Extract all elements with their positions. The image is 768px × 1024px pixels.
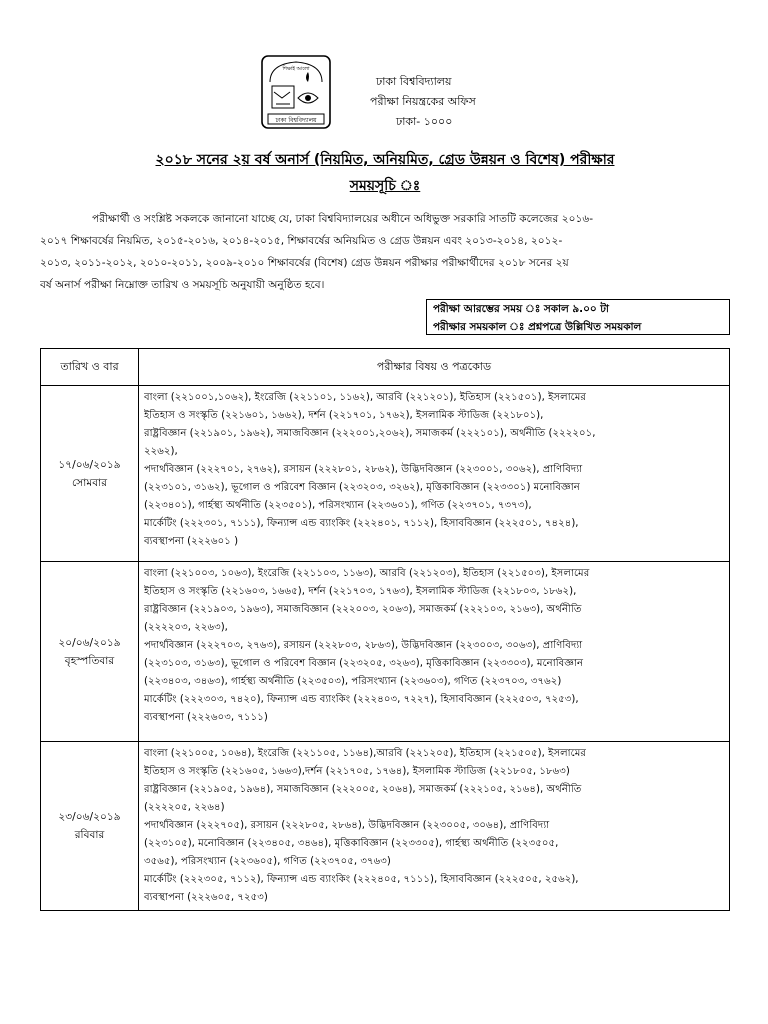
subject-line: (২২৩৪০১), গার্হস্থ্য অর্থনীতি (২২৩৫০১), পরিসংখ্যান (২২৩৬০১), গণিত (২২৩৭০১, ৭৩৭৩), [144, 500, 532, 511]
subject-line: বাংলা (২২১০০৫, ১০৬৪), ইংরেজি (২২১১০৫, ১১৬৪),আরবি (২২১২০৫), ইতিহাস (২২১৫০৫), ইসলামের [144, 748, 586, 759]
svg-text:শিক্ষাই আলো: শিক্ষাই আলো [282, 66, 310, 72]
subjects-cell [139, 386, 730, 562]
subject-line: ইতিহাস ও সংস্কৃতি (২২১৬০৩, ১৬৬৫), দর্শন (২২১৭০৩, ১৭৬৩), ইসলামিক স্টাডিজ (২২১৮০৩, ১৮৬২), [144, 586, 577, 597]
subject-line: ইতিহাস ও সংস্কৃতি (২২১৬০১, ১৬৬২), দর্শন (২২১৭০১, ১৭৬২), ইসলামিক স্টাডিজ (২২১৮০১), [144, 410, 544, 421]
notice-line: ২০১৩, ২০১১-২০১২, ২০১০-২০১১, ২০০৯-২০১০ শিক্ষাবর্ষের (বিশেষ) গ্রেড উন্নয়ন পরীক্ষার পরীক্ষার্থীদের ২০১৮ সনের ২য় [40, 257, 569, 269]
exam-duration: পরীক্ষার সময়কাল ঃ প্রশ্নপত্রে উল্লিখিত সময়কাল [433, 321, 642, 333]
exam-date: ২৩/০৬/২০১৯ [58, 811, 121, 823]
subject-line: রাষ্ট্রবিজ্ঞান (২২১৯০৫, ১৯৬৪), সমাজবিজ্ঞান (২২২০০৫, ২০৬৪), সমাজকর্ম (২২২১০৫, ২১৬৪), অর্থনীতি [144, 784, 582, 795]
subject-line: পদার্থবিজ্ঞান (২২২৭০১, ২৭৬২), রসায়ন (২২২৮০১, ২৮৬২), উদ্ভিদবিজ্ঞান (২২৩০০১, ৩০৬২), প্রাণিবিদ্যা [144, 464, 583, 475]
subject-line: ২২৬২), [144, 446, 178, 457]
office-city: ঢাকা- ১০০০ [396, 115, 453, 128]
office-name: পরীক্ষা নিয়ন্ত্রকের অফিস [370, 95, 476, 108]
university-name: ঢাকা বিশ্ববিদ্যালয় [376, 75, 452, 88]
exam-start-time: পরীক্ষা আরম্ভের সময় ঃ সকাল ৯.০০ টা [433, 303, 609, 315]
table-row [41, 742, 730, 911]
subject-line: ইতিহাস ও সংস্কৃতি (২২১৬০৫, ১৬৬৩),দর্শন (২২১৭০৫, ১৭৬৪), ইসলামিক স্টাডিজ (২২১৮০৫, ১৮৬৩) [144, 766, 570, 777]
date-cell [41, 386, 139, 562]
table-row [41, 386, 730, 562]
notice-line: ২০১৭ শিক্ষাবর্ষের নিয়মিত, ২০১৫-২০১৬, ২০১৪-২০১৫, শিক্ষাবর্ষের অনিয়মিত ও গ্রেড উন্নয়ন এবং ২০১৩-২০১৪, ২০১২- [40, 235, 563, 247]
exam-timing-box [426, 299, 730, 335]
logo-text: ঢাকা বিশ্ববিদ্যালয় [275, 117, 317, 124]
subject-line: (২২৩১০৩, ৩১৬৩), ভূগোল ও পরিবেশ বিজ্ঞান (২২৩২০৫, ৩২৬৩), মৃত্তিকাবিজ্ঞান (২২৩৩০৩), মনোবিজ্ঞান [144, 658, 584, 669]
date-cell [41, 562, 139, 742]
subject-line: ৩৫৬৫), পরিসংখ্যান (২২৩৬০৫), গণিত (২২৩৭০৫, ৩৭৬৩) [144, 856, 391, 867]
exam-day: বৃহস্পতিবার [64, 654, 115, 667]
notice-paragraph [40, 208, 730, 296]
table-row [41, 562, 730, 742]
schedule-table [40, 348, 730, 911]
subject-line: (২২৩১০৫), মনোবিজ্ঞান (২২৩৪০৫, ৩৪৬৪), মৃত্তিকাবিজ্ঞান (২২৩৩০৫), গার্হস্থ্য অর্থনীতি (২২৩৫০৫, [144, 838, 559, 849]
document-title: ২০১৮ সনের ২য় বর্ষ অনার্স (নিয়মিত, অনিয়মিত, গ্রেড উন্নয়ন ও বিশেষ) পরীক্ষার [155, 152, 615, 168]
subject-line: (২২৩১০১, ৩১৬২), ভূগোল ও পরিবেশ বিজ্ঞান (২২৩২০৩, ৩২৬২), মৃত্তিকাবিজ্ঞান (২২৩৩০১) মনোবিজ্ঞান [144, 482, 580, 493]
subject-line: পদার্থবিজ্ঞান (২২২৭০৩, ২৭৬৩), রসায়ন (২২২৮০৩, ২৮৬৩), উদ্ভিদবিজ্ঞান (২২৩০০৩, ৩০৬৩), প্রাণিবিদ্যা [144, 640, 583, 651]
table-header-row [41, 349, 730, 386]
exam-date: ১৭/০৬/২০১৯ [58, 458, 121, 471]
subject-line: রাষ্ট্রবিজ্ঞান (২২১৯০৩, ১৯৬৩), সমাজবিজ্ঞান (২২২০০৩, ২০৬৩), সমাজকর্ম (২২২১০৩, ২১৬৩), অর্থনীতি [144, 604, 582, 615]
notice-line: বর্ষ অনার্স পরীক্ষা নিম্নোক্ত তারিখ ও সময়সূচি অনুযায়ী অনুষ্ঠিত হবে। [40, 279, 325, 291]
exam-day: সোমবার [71, 476, 108, 489]
subject-line: (২২২২০৩, ২২৬৩), [144, 622, 228, 633]
header-date-day: তারিখ ও বার [41, 349, 139, 386]
subject-line: ব্যবস্থাপনা (২২২৬০৩, ৭১১১) [144, 712, 268, 723]
university-logo [254, 52, 338, 138]
subject-line: (২২৩৪০৩, ৩৪৬৩), গার্হস্থ্য অর্থনীতি (২২৩৫০৩), পরিসংখ্যান (২২৩৬০৩), গণিত (২২৩৭০৩, ৩৭৬২) [144, 676, 562, 687]
subject-line: ব্যবস্থাপনা (২২২৬০১ ) [144, 536, 239, 547]
subject-line: পদার্থবিজ্ঞান (২২২৭০৫), রসায়ন (২২২৮০৫, ২৮৬৪), উদ্ভিদবিজ্ঞান (২২৩০০৫, ৩০৬৪), প্রাণিবিদ্যা [144, 820, 550, 831]
subject-line: মার্কেটিং (২২২৩০১, ৭১১১), ফিন্যান্স এন্ড ব্যাংকিং (২২২৪০১, ৭১১২), হিসাববিজ্ঞান (২২২৫০১, ৭৪২৪), [144, 518, 579, 529]
document-subtitle: সময়সূচি ঃ [349, 178, 421, 194]
exam-day: রবিবার [74, 829, 105, 841]
subject-line: বাংলা (২২১০০৩, ১০৬৩), ইংরেজি (২২১১০৩, ১১৬৩), আরবি (২২১২০৩), ইতিহাস (২২১৫০৩), ইসলামের [144, 568, 590, 579]
subject-line: (২২২২০৫, ২২৬৪) [144, 802, 225, 813]
subject-line: রাষ্ট্রবিজ্ঞান (২২১৯০১, ১৯৬২), সমাজবিজ্ঞান (২২২০০১,২০৬২), সমাজকর্ম (২২২১০১), অর্থনীতি (২২২২০১, [144, 428, 596, 439]
office-header [370, 72, 476, 132]
subjects-cell [139, 562, 730, 742]
subject-line: ব্যবস্থাপনা (২২২৬০৫, ৭২৫৩) [144, 892, 268, 903]
notice-line: পরীক্ষার্থী ও সংশ্লিষ্ট সকলকে জানানো যাচ্ছে যে, ঢাকা বিশ্ববিদ্যালয়ের অধীনে অধিভুক্ত সরকারি সাতটি কলেজের ২০১৬- [92, 213, 594, 225]
exam-date: ২০/০৬/২০১৯ [58, 636, 121, 649]
date-cell [41, 742, 139, 911]
subjects-cell [139, 742, 730, 911]
subject-line: মার্কেটিং (২২২৩০৩, ৭৪২০), ফিন্যান্স এন্ড ব্যাংকিং (২২২৪০৩, ৭২২৭), হিসাববিজ্ঞান (২২২৫০৩, ৭২৫৩), [144, 694, 579, 705]
header-subject-code: পরীক্ষার বিষয় ও পত্রকোড [139, 349, 730, 386]
subject-line: বাংলা (২২১০০১,১০৬২), ইংরেজি (২২১১০১, ১১৬২), আরবি (২২১২০১), ইতিহাস (২২১৫০১), ইসলামের [144, 392, 587, 403]
subject-line: মার্কেটিং (২২২৩০৫, ৭১১২), ফিন্যান্স এন্ড ব্যাংকিং (২২২৪০৫, ৭১১১), হিসাববিজ্ঞান (২২২৫০৫, ২৫৬২), [144, 874, 579, 885]
